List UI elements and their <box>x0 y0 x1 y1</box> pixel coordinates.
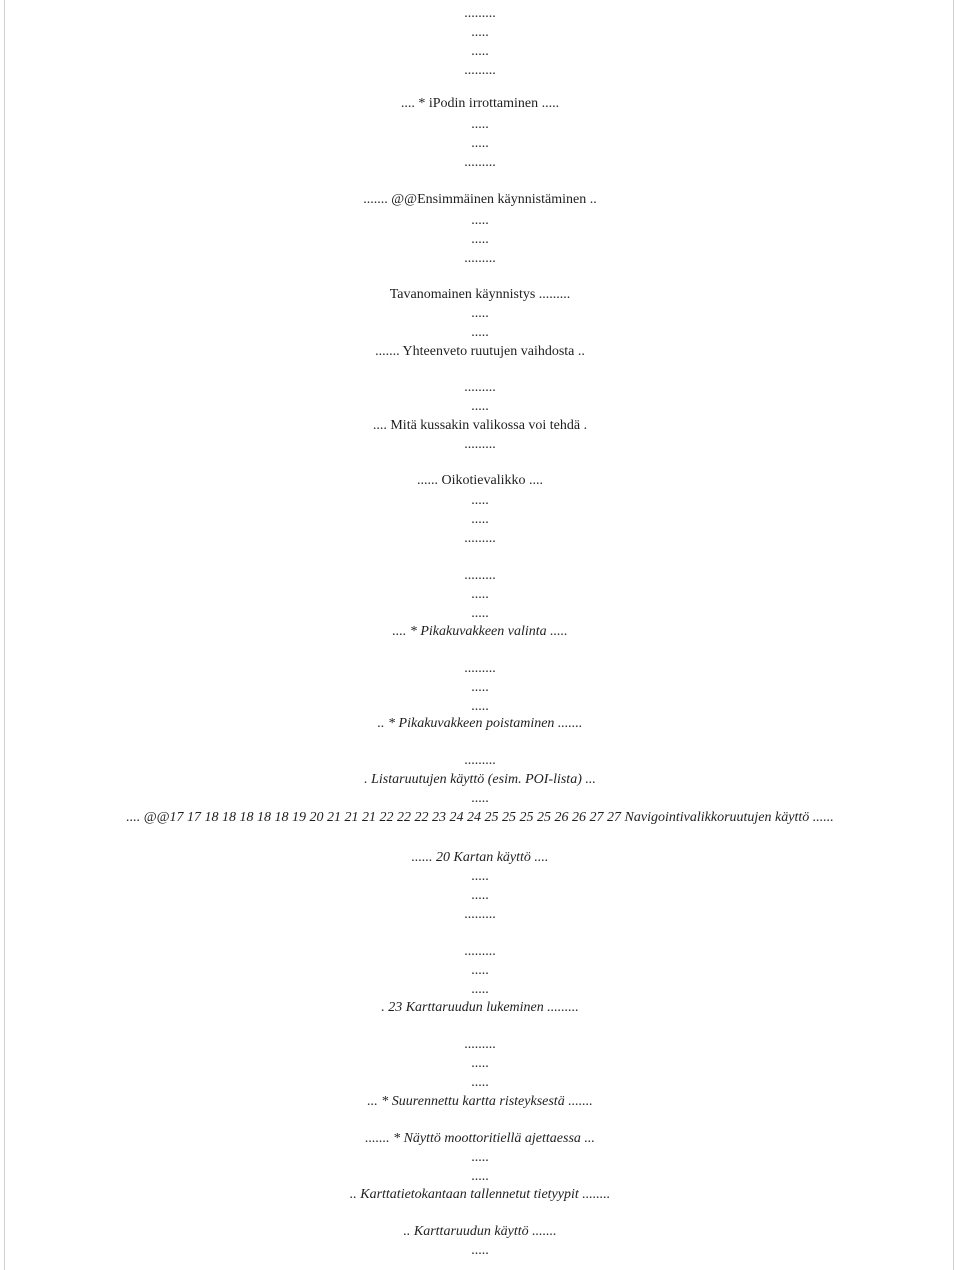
toc-line: ..... <box>471 1150 489 1165</box>
toc-line: ......... <box>464 380 496 395</box>
toc-line: ..... <box>471 493 489 508</box>
toc-line: ..... <box>471 399 489 414</box>
toc-line: ......... <box>464 753 496 768</box>
toc-line: ....... @@Ensimmäinen käynnistäminen .. <box>363 192 597 207</box>
toc-line: ... * Suurennettu kartta risteyksestä ....... <box>367 1094 593 1109</box>
toc-line: .... * iPodin irrottaminen ..... <box>400 96 560 111</box>
toc-line: ..... <box>471 1169 489 1184</box>
toc-line: ......... <box>464 661 496 676</box>
toc-line: . 23 Karttaruudun lukeminen ......... <box>381 1000 579 1015</box>
toc-line: ......... <box>464 907 496 922</box>
toc-line: ..... <box>471 1243 489 1258</box>
toc-line: ..... <box>471 306 489 321</box>
toc-line: ..... <box>471 606 489 621</box>
toc-line: ....... Yhteenveto ruutujen vaihdosta .. <box>375 344 585 359</box>
toc-line: ......... <box>464 155 496 170</box>
toc-line: ..... <box>471 869 489 884</box>
toc-line: ..... <box>471 325 489 340</box>
toc-line: ..... <box>471 587 489 602</box>
toc-line: ..... <box>471 1075 489 1090</box>
toc-line: ..... <box>471 791 489 806</box>
toc-line: ......... <box>464 6 496 21</box>
toc-line: ......... <box>464 568 496 583</box>
toc-line: ....... * Näyttö moottoritiellä ajettaessa ... <box>365 1131 595 1146</box>
toc-line: ..... <box>471 680 489 695</box>
toc-line: ...... 20 Kartan käyttö .... <box>411 850 549 865</box>
toc-line: .. * Pikakuvakkeen poistaminen ....... <box>377 716 583 731</box>
toc-line: ......... <box>464 944 496 959</box>
toc-line: ..... <box>471 888 489 903</box>
toc-line: ..... <box>471 699 489 714</box>
toc-line: ......... <box>464 251 496 266</box>
toc-line: ......... <box>464 437 496 452</box>
toc-line: .... Mitä kussakin valikossa voi tehdä . <box>372 418 588 433</box>
toc-line: ..... <box>471 44 489 59</box>
toc-line: .. Karttatietokantaan tallennetut tietyypit ........ <box>349 1187 611 1202</box>
toc-line: ...... Oikotievalikko .... <box>417 473 543 488</box>
toc-line: ..... <box>471 512 489 527</box>
toc-line: ..... <box>471 963 489 978</box>
toc-line: ..... <box>471 232 489 247</box>
toc-line: .... @@17 17 18 18 18 18 18 19 20 21 21 21 22 22 22 23 24 24 25 25 25 25 26 26 27 27 Navigointivalikkoruutujen käyttö ...... <box>126 810 834 825</box>
toc-line: .... * Pikakuvakkeen valinta ..... <box>392 624 568 639</box>
toc-line: Tavanomainen käynnistys ......... <box>389 287 571 302</box>
toc-line: . Listaruutujen käyttö (esim. POI-lista) ... <box>364 772 596 787</box>
toc-line: ......... <box>464 531 496 546</box>
toc-line: .. Karttaruudun käyttö ....... <box>403 1224 557 1239</box>
toc-line: ..... <box>471 1056 489 1071</box>
toc-line: ......... <box>464 63 496 78</box>
toc-line: ..... <box>471 213 489 228</box>
toc-line: ..... <box>471 25 489 40</box>
toc-line: ..... <box>471 982 489 997</box>
toc-line: ..... <box>471 136 489 151</box>
toc-line: ..... <box>471 117 489 132</box>
toc-line: ......... <box>464 1037 496 1052</box>
